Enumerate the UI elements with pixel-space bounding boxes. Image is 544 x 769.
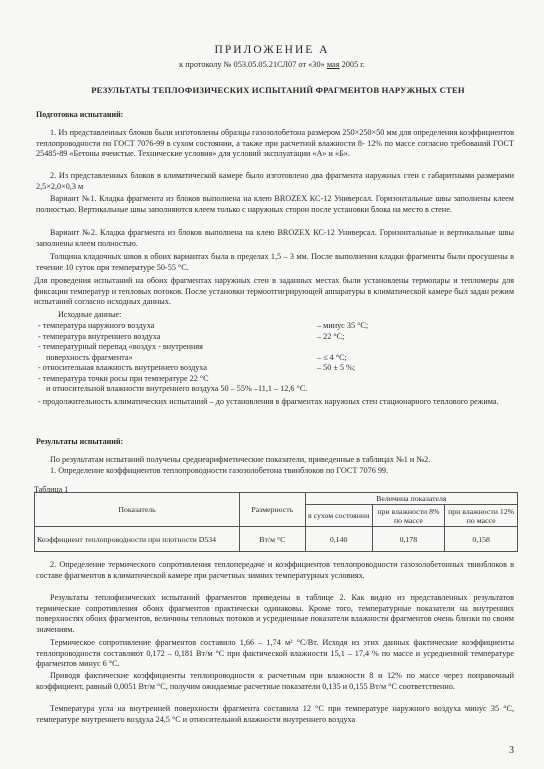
prep-paragraph-6: Для проведения испытаний на обоих фрагментах наружных стен в заданных местах были установлены термопары и тепломеры для фиксации температур и тепловых потоков. После установки термоотгигрирующей аппаратуры в климатической камере был задан режим испытаний согласно исходных данных. <box>34 276 514 307</box>
page-number: 3 <box>509 745 514 757</box>
initial-data-row: - температура наружного воздуха – минус 35 °С; <box>38 321 369 330</box>
subtitle-pre: к протоколу № 053.05.05.21СЛ07 от «30» <box>179 60 325 69</box>
post-paragraph-2: Результаты теплофизических испытаний фрагментов приведены в таблице 2. Как видно из представленных результатов термические сопротивления обоих фрагментов практически одинаковы. Кроме того, температурные показатели на внутренних поверхностях обоих фрагментов, величины тепловых потоков и усредненные показатели влажности фрагментов очень близки по своим значениям. <box>36 593 514 634</box>
row-label: Коэффициент теплопроводности при плотности D534 <box>35 527 240 552</box>
header-unit: Размерность <box>239 493 305 527</box>
prep-paragraph-4: Вариант №2. Кладка фрагмента из блоков выполнена на клею BROZEX КС-12 Универсал. Горизонтальные и вертикальные швы заполнены клеем полностью. <box>36 228 514 248</box>
table-row <box>35 527 518 552</box>
prep-paragraph-1: 1. Из представленных блоков были изготовлены образцы газозолобетона размером 250×250×50 мм для определения коэффициентов теплопроводности по ГОСТ 7076-99 в сухом состоянии, а также при расчетной влажности 8- 12% по массе согласно требований ГОСТ 25485-89 «Бетоны ячеистые. Технические условия» для условий эксплуатации «А» и «Б». <box>36 128 514 159</box>
thermal-conductivity-table <box>34 492 518 552</box>
prep-paragraph-3: Вариант №1. Кладка фрагмента из блоков выполнена на клею BROZEX КС-12 Универсал. Горизонтальные швы заполнены клеем полностью. Вертикальные швы заполняются клеем только с наружных сторон после установки блока на место в стене. <box>36 194 514 214</box>
post-paragraph-4: Приводя фактические коэффициенты теплопроводности к расчетным при влажности 8 и 12% по массе через поправочный коэффициент, равный 0,0051 Вт/м °С, получим ожидаемые расчетные показатели 0,135 и 0,155 Вт/м °С соответственно. <box>36 671 514 691</box>
subtitle-month: мая <box>326 60 340 69</box>
appendix-subtitle <box>0 60 544 71</box>
initial-data-list <box>38 321 458 395</box>
initial-data-row: и относительной влажности внутреннего воздуха 50 – 55% –11,1 – 12,6 °С. <box>46 384 308 393</box>
row-value-12: 0,158 <box>445 527 518 552</box>
results-paragraph-2: 1. Определение коэффициентов теплопроводности газозолобетона твинблоков по ГОСТ 7076 99. <box>50 466 389 475</box>
initial-data-row: - температурный перепад «воздух - внутренняя <box>38 342 203 351</box>
initial-data-row: - температура точки росы при температуре 22 °С <box>38 373 209 383</box>
prep-paragraph-2: 2. Из представленных блоков в климатической камере было изготовлено два фрагмента наружных стен с габаритными размерами 2,5×2,0×0,3 м <box>36 171 514 191</box>
prep-heading: Подготовка испытаний: <box>36 110 124 119</box>
row-value-8: 0,178 <box>372 527 445 552</box>
post-paragraph-3: Термическое сопротивление фрагментов составило 1,66 – 1,74 м² °С/Вт. Исходя из этих данных фактические коэффициенты теплопроводности составляют 0,172 – 0,181 Вт/м °С при фактической влажности 15,1 – 17,4 % по массе и усредненной температуре фрагментов минус 6 °С. <box>36 638 514 669</box>
initial-data-row: поверхность фрагмента» – ≤ 4 °С; <box>46 352 347 362</box>
document-title: РЕЗУЛЬТАТЫ ТЕПЛОФИЗИЧЕСКИХ ИСПЫТАНИЙ ФРАГМЕНТОВ НАРУЖНЫХ СТЕН <box>91 85 465 95</box>
header-value-group: Величина показателя <box>305 493 517 505</box>
row-unit: Вт/м °С <box>239 527 305 552</box>
header-humidity-8: при влажности 8% по массе <box>372 505 445 527</box>
initial-data-row: - температура внутреннего воздуха – 22 °С; <box>38 331 345 341</box>
header-humidity-12: при влажности 12% по массе <box>445 505 518 527</box>
initial-data-duration: - продолжительность климатических испытаний – до установления в фрагментах наружных стен стационарного теплового режима. <box>38 397 499 406</box>
post-paragraph-5: Температура угла на внутренней поверхности фрагмента составила 12 °С при температуре наружного воздуха минус 35 °С, температуре внутреннего воздуха 24,5 °С и относительной влажности внутреннего воздуха <box>36 704 514 724</box>
row-value-dry: 0,140 <box>305 527 372 552</box>
subtitle-post: 2005 г. <box>341 60 365 69</box>
appendix-title: ПРИЛОЖЕНИЕ А <box>214 44 330 56</box>
table-caption: Таблица 1 <box>34 485 69 494</box>
prep-paragraph-5: Толщина кладочных швов в обоих вариантах была в пределах 1,5 – 3 мм. После выполнения кладки фрагменты были просушены в течение 10 суток при температуре 50-55 °С. <box>36 252 514 272</box>
initial-data-heading: Исходные данные: <box>58 310 122 319</box>
header-dry: в сухом состоянии <box>305 505 372 527</box>
initial-data-row: - относительная влажность внутреннего воздуха – 50 ± 5 %; <box>38 363 356 372</box>
header-indicator: Показатель <box>35 493 240 527</box>
results-paragraph-1: По результатам испытаний получены среднеарифметические показатели, приведенные в таблицах №1 и №2. <box>50 455 431 464</box>
results-heading: Результаты испытаний: <box>36 437 124 446</box>
post-paragraph-1: 2. Определение термического сопротивления теплопередаче и коэффициентов теплопроводности газозолобетонных твинблоков в составе фрагментов в климатической камере при расчетных зимних температурных условиях. <box>36 560 514 580</box>
